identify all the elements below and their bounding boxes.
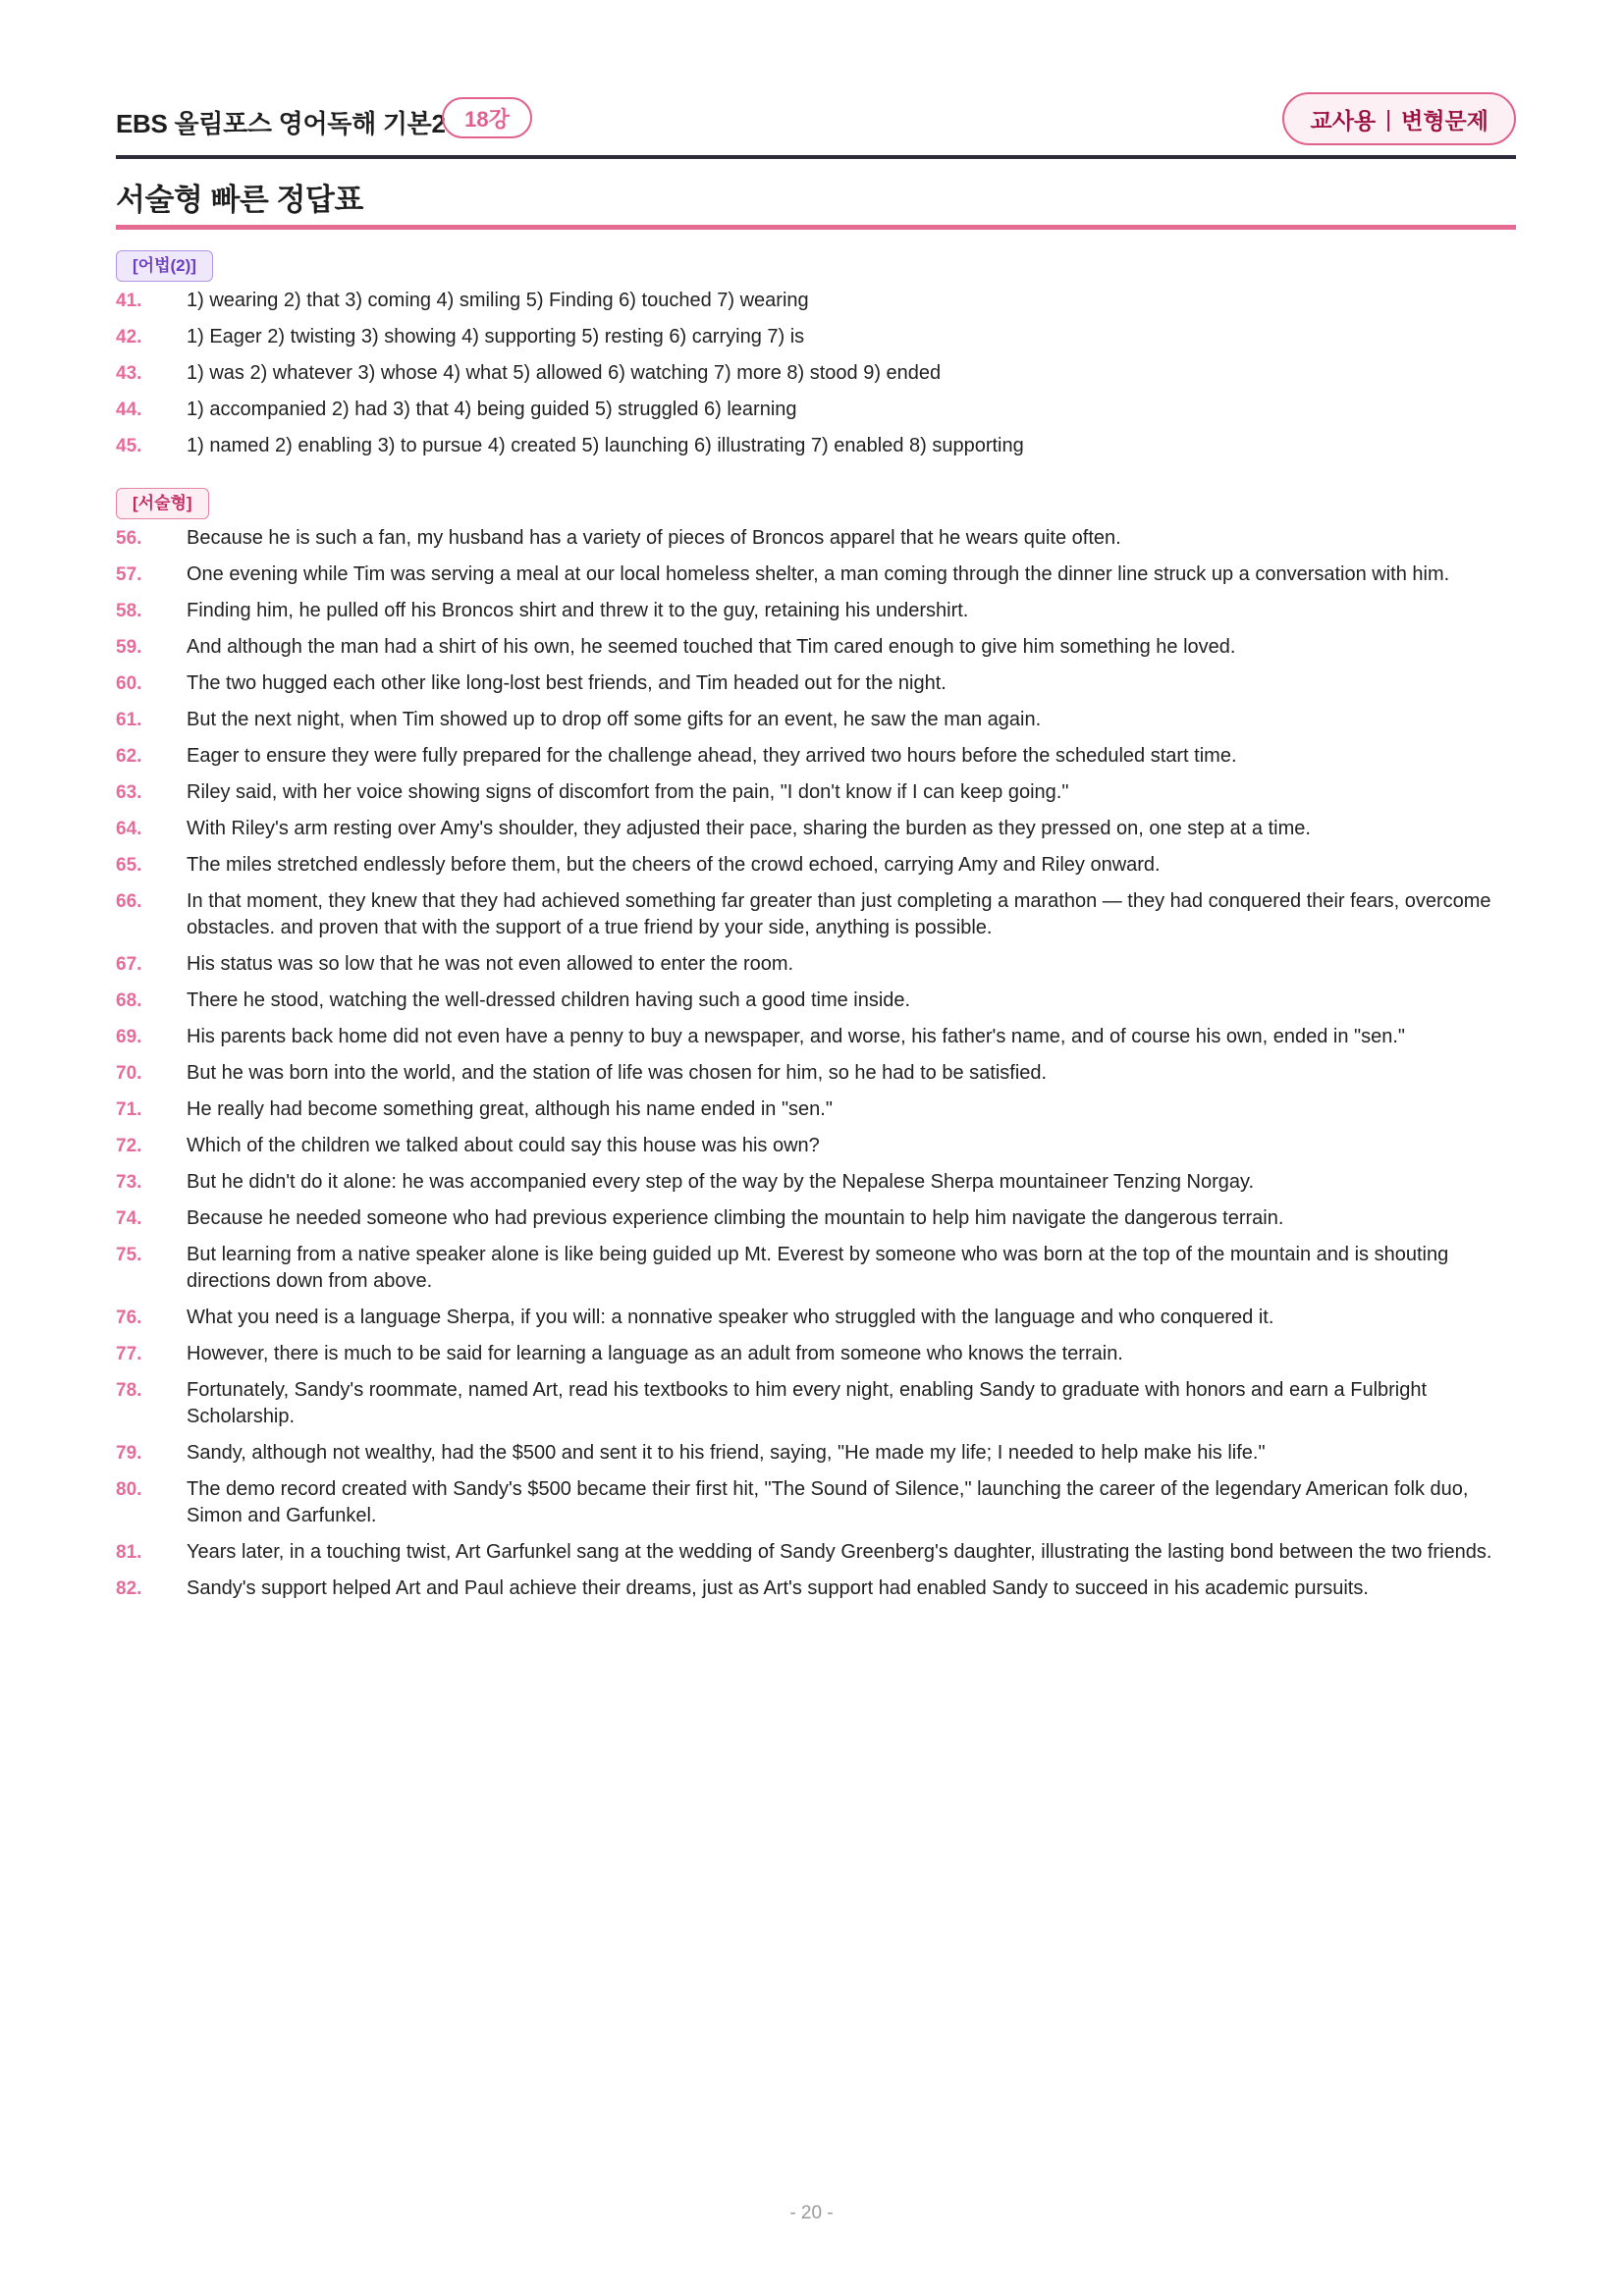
- answer-item: [116, 288, 1516, 314]
- answer-item: [116, 1133, 1516, 1159]
- answer-text: And although the man had a shirt of his own, he seemed touched that Tim cared enough to give him something he loved.: [187, 636, 1236, 658]
- answer-number: 81.: [116, 1542, 142, 1563]
- answer-number: 43.: [116, 363, 142, 384]
- grammar-tag: [어법(2)]: [116, 250, 213, 282]
- answer-item: [116, 707, 1516, 733]
- answer-text: He really had become something great, although his name ended in "sen.": [187, 1098, 833, 1120]
- answer-number: 68.: [116, 990, 142, 1011]
- answer-number: 59.: [116, 637, 142, 658]
- answer-number: 79.: [116, 1443, 142, 1464]
- answer-number: 69.: [116, 1027, 142, 1047]
- answer-number: 72.: [116, 1136, 142, 1156]
- answer-text: Finding him, he pulled off his Broncos shirt and threw it to the guy, retaining his undershirt.: [187, 600, 969, 621]
- answer-number: 63.: [116, 782, 142, 803]
- answer-item: [116, 1341, 1516, 1367]
- answer-number: 70.: [116, 1063, 142, 1084]
- answer-text: Sandy, although not wealthy, had the $500 and sent it to his friend, saying, "He made my life; I needed to help make his life.": [187, 1442, 1266, 1464]
- answer-item: [116, 598, 1516, 624]
- answer-item: [116, 1377, 1516, 1430]
- answer-text: Fortunately, Sandy's roommate, named Art, read his textbooks to him every night, enabling Sandy to graduate with honors and earn a Fulbright Scholarship.: [187, 1379, 1428, 1427]
- page-number: - 20 -: [789, 2203, 834, 2223]
- answer-text: But he didn't do it alone: he was accompanied every step of the way by the Nepalese Sherpa mountaineer Tenzing Norgay.: [187, 1171, 1255, 1193]
- answer-item: [116, 670, 1516, 697]
- header-divider: [116, 155, 1516, 159]
- answer-number: 65.: [116, 855, 142, 876]
- answer-number: 44.: [116, 400, 142, 420]
- written-answer-list: [116, 525, 1516, 1602]
- answer-number: 80.: [116, 1479, 142, 1500]
- answer-text: But he was born into the world, and the station of life was chosen for him, so he had to be satisfied.: [187, 1062, 1048, 1084]
- answer-text: Sandy's support helped Art and Paul achieve their dreams, just as Art's support had enabled Sandy to succeed in his academic pursuits.: [187, 1577, 1369, 1599]
- answer-item: [116, 1169, 1516, 1196]
- answer-number: 45.: [116, 436, 142, 456]
- answer-item: [116, 634, 1516, 661]
- written-tag: [서술형]: [116, 488, 209, 519]
- answer-item: [116, 1440, 1516, 1467]
- answer-item: [116, 988, 1516, 1014]
- answer-number: 76.: [116, 1308, 142, 1328]
- answer-item: [116, 1060, 1516, 1087]
- answer-text: His parents back home did not even have a penny to buy a newspaper, and worse, his father's name, and of course his own, ended in "sen.": [187, 1026, 1405, 1047]
- answer-item: [116, 1205, 1516, 1232]
- answer-text: There he stood, watching the well-dressed children having such a good time inside.: [187, 989, 911, 1011]
- answer-item: [116, 1305, 1516, 1331]
- answer-item: [116, 1539, 1516, 1566]
- answer-text: Because he is such a fan, my husband has a variety of pieces of Broncos apparel that he wears quite often.: [187, 527, 1121, 549]
- grammar-section: [116, 250, 1516, 469]
- answer-number: 60.: [116, 673, 142, 694]
- answer-number: 73.: [116, 1172, 142, 1193]
- answer-item: [116, 816, 1516, 842]
- answer-item: [116, 1575, 1516, 1602]
- answer-item: [116, 360, 1516, 387]
- book-title: EBS 올림포스 영어독해 기본2: [116, 109, 446, 138]
- answer-number: 56.: [116, 528, 142, 549]
- answer-number: 64.: [116, 819, 142, 839]
- answer-number: 41.: [116, 291, 142, 311]
- answer-item: [116, 561, 1516, 588]
- answer-number: 75.: [116, 1245, 142, 1265]
- answer-number: 42.: [116, 327, 142, 347]
- teacher-version-badge: [1282, 92, 1516, 145]
- answer-item: [116, 433, 1516, 459]
- answer-item: [116, 1024, 1516, 1050]
- lesson-badge: 18강: [442, 97, 532, 138]
- answer-item: [116, 1242, 1516, 1295]
- answer-text: 1) named 2) enabling 3) to pursue 4) created 5) launching 6) illustrating 7) enabled 8) supporting: [187, 435, 1024, 456]
- answer-text: 1) was 2) whatever 3) whose 4) what 5) allowed 6) watching 7) more 8) stood 9) ended: [187, 362, 942, 384]
- answer-number: 58.: [116, 601, 142, 621]
- answer-text: In that moment, they knew that they had achieved something far greater than just completing a marathon — they had conquered their fears, overcome obstacles. and proven that with the support of a true friend by your side, anything is possible.: [187, 890, 1491, 938]
- answer-number: 66.: [116, 891, 142, 912]
- answer-text: But the next night, when Tim showed up to drop off some gifts for an event, he saw the man again.: [187, 709, 1042, 730]
- answer-text: Riley said, with her voice showing signs of discomfort from the pain, "I don't know if I can keep going.": [187, 781, 1069, 803]
- answer-item: [116, 951, 1516, 978]
- answer-item: [116, 743, 1516, 770]
- answer-text: The miles stretched endlessly before them, but the cheers of the crowd echoed, carrying Amy and Riley onward.: [187, 854, 1161, 876]
- answer-text: One evening while Tim was serving a meal at our local homeless shelter, a man coming through the dinner line struck up a conversation with him.: [187, 563, 1450, 585]
- answer-text: Eager to ensure they were fully prepared for the challenge ahead, they arrived two hours before the scheduled start time.: [187, 745, 1237, 767]
- answer-text: With Riley's arm resting over Amy's shoulder, they adjusted their pace, sharing the burden as they pressed on, one step at a time.: [187, 818, 1311, 839]
- answer-text: Years later, in a touching twist, Art Garfunkel sang at the wedding of Sandy Greenberg's daughter, illustrating the lasting bond between the two friends.: [187, 1541, 1492, 1563]
- answer-number: 74.: [116, 1208, 142, 1229]
- badge-separator: |: [1385, 105, 1392, 132]
- answer-item: [116, 324, 1516, 350]
- answer-text: The demo record created with Sandy's $500 became their first hit, "The Sound of Silence," launching the career of the legendary American folk duo, Simon and Garfunkel.: [187, 1478, 1469, 1526]
- answer-text: 1) wearing 2) that 3) coming 4) smiling 5) Finding 6) touched 7) wearing: [187, 290, 809, 311]
- answer-item: [116, 1096, 1516, 1123]
- answer-item: [116, 397, 1516, 423]
- answer-text: The two hugged each other like long-lost best friends, and Tim headed out for the night.: [187, 672, 947, 694]
- answer-text: 1) accompanied 2) had 3) that 4) being guided 5) struggled 6) learning: [187, 399, 797, 420]
- answer-number: 62.: [116, 746, 142, 767]
- audience-label: 교사용: [1310, 107, 1377, 133]
- answer-number: 77.: [116, 1344, 142, 1364]
- answer-text: What you need is a language Sherpa, if you will: a nonnative speaker who struggled with the language and who conquered it.: [187, 1307, 1274, 1328]
- section-title: 서술형 빠른 정답표: [116, 183, 363, 217]
- answer-text: Which of the children we talked about could say this house was his own?: [187, 1135, 820, 1156]
- page-header: [116, 90, 1516, 149]
- question-type-label: 변형문제: [1401, 107, 1488, 133]
- answer-number: 82.: [116, 1578, 142, 1599]
- answer-text: But learning from a native speaker alone is like being guided up Mt. Everest by someone who was born at the top of the mountain and is shouting directions down from above.: [187, 1244, 1449, 1292]
- answer-text: Because he needed someone who had previous experience climbing the mountain to help him navigate the dangerous terrain.: [187, 1207, 1284, 1229]
- grammar-answer-list: [116, 288, 1516, 459]
- answer-number: 67.: [116, 954, 142, 975]
- answer-number: 78.: [116, 1380, 142, 1401]
- answer-text: However, there is much to be said for learning a language as an adult from someone who knows the terrain.: [187, 1343, 1123, 1364]
- answer-item: [116, 888, 1516, 941]
- answer-item: [116, 779, 1516, 806]
- answer-item: [116, 1476, 1516, 1529]
- answer-number: 71.: [116, 1099, 142, 1120]
- section-title-divider: [116, 225, 1516, 230]
- answer-item: [116, 525, 1516, 552]
- answer-text: 1) Eager 2) twisting 3) showing 4) supporting 5) resting 6) carrying 7) is: [187, 326, 805, 347]
- written-section: [116, 488, 1516, 1612]
- answer-number: 57.: [116, 564, 142, 585]
- answer-text: His status was so low that he was not even allowed to enter the room.: [187, 953, 794, 975]
- answer-number: 61.: [116, 710, 142, 730]
- answer-item: [116, 852, 1516, 879]
